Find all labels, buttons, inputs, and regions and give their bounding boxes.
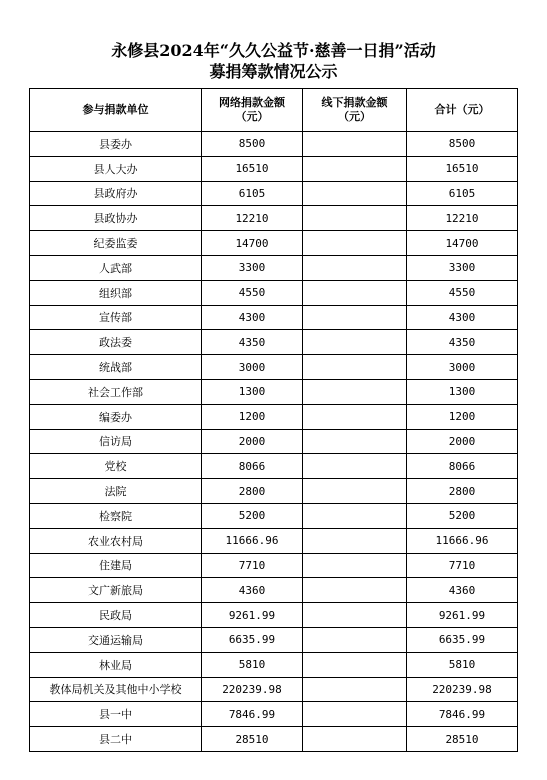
online-amount-cell: 16510	[202, 156, 303, 181]
total-amount-cell: 1200	[407, 404, 518, 429]
total-amount-cell: 11666.96	[407, 528, 518, 553]
offline-amount-cell	[303, 503, 407, 528]
total-amount-cell: 6635.99	[407, 627, 518, 652]
table-row	[30, 132, 518, 157]
online-amount-cell: 3000	[202, 355, 303, 380]
total-amount-cell: 8066	[407, 454, 518, 479]
unit-cell: 民政局	[30, 603, 202, 628]
donation-table	[29, 88, 518, 752]
online-amount-cell: 11666.96	[202, 528, 303, 553]
offline-amount-cell	[303, 156, 407, 181]
online-amount-cell: 7846.99	[202, 702, 303, 727]
total-amount-cell: 4300	[407, 305, 518, 330]
total-amount-cell: 5810	[407, 652, 518, 677]
online-amount-cell: 5200	[202, 503, 303, 528]
offline-amount-cell	[303, 652, 407, 677]
unit-cell: 信访局	[30, 429, 202, 454]
unit-cell: 社会工作部	[30, 379, 202, 404]
unit-cell: 纪委监委	[30, 231, 202, 256]
header-online-unit: （元）	[235, 110, 269, 123]
online-amount-cell: 1200	[202, 404, 303, 429]
unit-cell: 县二中	[30, 727, 202, 752]
offline-amount-cell	[303, 479, 407, 504]
offline-amount-cell	[303, 454, 407, 479]
unit-cell: 住建局	[30, 553, 202, 578]
total-amount-cell: 14700	[407, 231, 518, 256]
unit-cell: 编委办	[30, 404, 202, 429]
table-row	[30, 181, 518, 206]
table-row	[30, 677, 518, 702]
total-amount-cell: 220239.98	[407, 677, 518, 702]
table-row	[30, 305, 518, 330]
offline-amount-cell	[303, 132, 407, 157]
online-amount-cell: 6105	[202, 181, 303, 206]
total-amount-cell: 28510	[407, 727, 518, 752]
unit-cell: 林业局	[30, 652, 202, 677]
header-row	[30, 89, 518, 132]
table-row	[30, 156, 518, 181]
total-amount-cell: 2000	[407, 429, 518, 454]
table-row	[30, 379, 518, 404]
unit-cell: 党校	[30, 454, 202, 479]
unit-cell: 交通运输局	[30, 627, 202, 652]
table-row	[30, 355, 518, 380]
table-row	[30, 231, 518, 256]
unit-cell: 宣传部	[30, 305, 202, 330]
unit-cell: 文广新旅局	[30, 578, 202, 603]
online-amount-cell: 6635.99	[202, 627, 303, 652]
online-amount-cell: 4300	[202, 305, 303, 330]
total-amount-cell: 2800	[407, 479, 518, 504]
offline-amount-cell	[303, 280, 407, 305]
table-row	[30, 553, 518, 578]
total-amount-cell: 5200	[407, 503, 518, 528]
unit-cell: 政法委	[30, 330, 202, 355]
offline-amount-cell	[303, 355, 407, 380]
total-amount-cell: 9261.99	[407, 603, 518, 628]
online-amount-cell: 14700	[202, 231, 303, 256]
offline-amount-cell	[303, 404, 407, 429]
offline-amount-cell	[303, 429, 407, 454]
online-amount-cell: 5810	[202, 652, 303, 677]
table-row	[30, 429, 518, 454]
online-amount-cell: 4360	[202, 578, 303, 603]
header-total-label: 合计（元）	[434, 103, 490, 116]
total-amount-cell: 4360	[407, 578, 518, 603]
table-row	[30, 603, 518, 628]
online-amount-cell: 12210	[202, 206, 303, 231]
total-amount-cell: 8500	[407, 132, 518, 157]
unit-cell: 县委办	[30, 132, 202, 157]
document-subtitle: 募捐筹款情况公示	[209, 62, 338, 81]
unit-cell: 县政府办	[30, 181, 202, 206]
header-total	[407, 89, 518, 132]
total-amount-cell: 4350	[407, 330, 518, 355]
header-online-label: 网络捐款金额	[219, 96, 285, 109]
table-row	[30, 454, 518, 479]
unit-cell: 县人大办	[30, 156, 202, 181]
online-amount-cell: 8500	[202, 132, 303, 157]
offline-amount-cell	[303, 255, 407, 280]
table-row	[30, 206, 518, 231]
offline-amount-cell	[303, 305, 407, 330]
table-row	[30, 479, 518, 504]
table-row	[30, 652, 518, 677]
header-offline-label: 线下捐款金额	[321, 96, 388, 109]
unit-cell: 县政协办	[30, 206, 202, 231]
table-row	[30, 280, 518, 305]
online-amount-cell: 9261.99	[202, 603, 303, 628]
unit-cell: 组织部	[30, 280, 202, 305]
unit-cell: 检察院	[30, 503, 202, 528]
header-unit	[30, 89, 202, 132]
table-row	[30, 528, 518, 553]
online-amount-cell: 1300	[202, 379, 303, 404]
table-row	[30, 330, 518, 355]
offline-amount-cell	[303, 727, 407, 752]
total-amount-cell: 3300	[407, 255, 518, 280]
offline-amount-cell	[303, 627, 407, 652]
unit-cell: 教体局机关及其他中小学校	[30, 677, 202, 702]
online-amount-cell: 7710	[202, 553, 303, 578]
header-offline	[303, 89, 407, 132]
total-amount-cell: 12210	[407, 206, 518, 231]
header-unit-label: 参与捐款单位	[82, 103, 149, 116]
table-row	[30, 578, 518, 603]
table-row	[30, 727, 518, 752]
table-row	[30, 255, 518, 280]
total-amount-cell: 6105	[407, 181, 518, 206]
offline-amount-cell	[303, 206, 407, 231]
online-amount-cell: 4350	[202, 330, 303, 355]
online-amount-cell: 8066	[202, 454, 303, 479]
offline-amount-cell	[303, 379, 407, 404]
header-offline-unit: （元）	[338, 110, 371, 123]
online-amount-cell: 2000	[202, 429, 303, 454]
total-amount-cell: 16510	[407, 156, 518, 181]
offline-amount-cell	[303, 553, 407, 578]
online-amount-cell: 3300	[202, 255, 303, 280]
online-amount-cell: 28510	[202, 727, 303, 752]
table-row	[30, 503, 518, 528]
total-amount-cell: 3000	[407, 355, 518, 380]
total-amount-cell: 7846.99	[407, 702, 518, 727]
table-body	[30, 132, 518, 752]
unit-cell: 法院	[30, 479, 202, 504]
total-amount-cell: 1300	[407, 379, 518, 404]
offline-amount-cell	[303, 578, 407, 603]
offline-amount-cell	[303, 702, 407, 727]
total-amount-cell: 4550	[407, 280, 518, 305]
unit-cell: 县一中	[30, 702, 202, 727]
document-title: 永修县2024年“久久公益节·慈善一日捐”活动	[111, 41, 436, 60]
offline-amount-cell	[303, 603, 407, 628]
table-row	[30, 627, 518, 652]
unit-cell: 农业农村局	[30, 528, 202, 553]
table-row	[30, 702, 518, 727]
offline-amount-cell	[303, 528, 407, 553]
offline-amount-cell	[303, 231, 407, 256]
header-online	[202, 89, 303, 132]
online-amount-cell: 4550	[202, 280, 303, 305]
offline-amount-cell	[303, 677, 407, 702]
total-amount-cell: 7710	[407, 553, 518, 578]
online-amount-cell: 2800	[202, 479, 303, 504]
unit-cell: 统战部	[30, 355, 202, 380]
offline-amount-cell	[303, 181, 407, 206]
table-row	[30, 404, 518, 429]
online-amount-cell: 220239.98	[202, 677, 303, 702]
unit-cell: 人武部	[30, 255, 202, 280]
offline-amount-cell	[303, 330, 407, 355]
